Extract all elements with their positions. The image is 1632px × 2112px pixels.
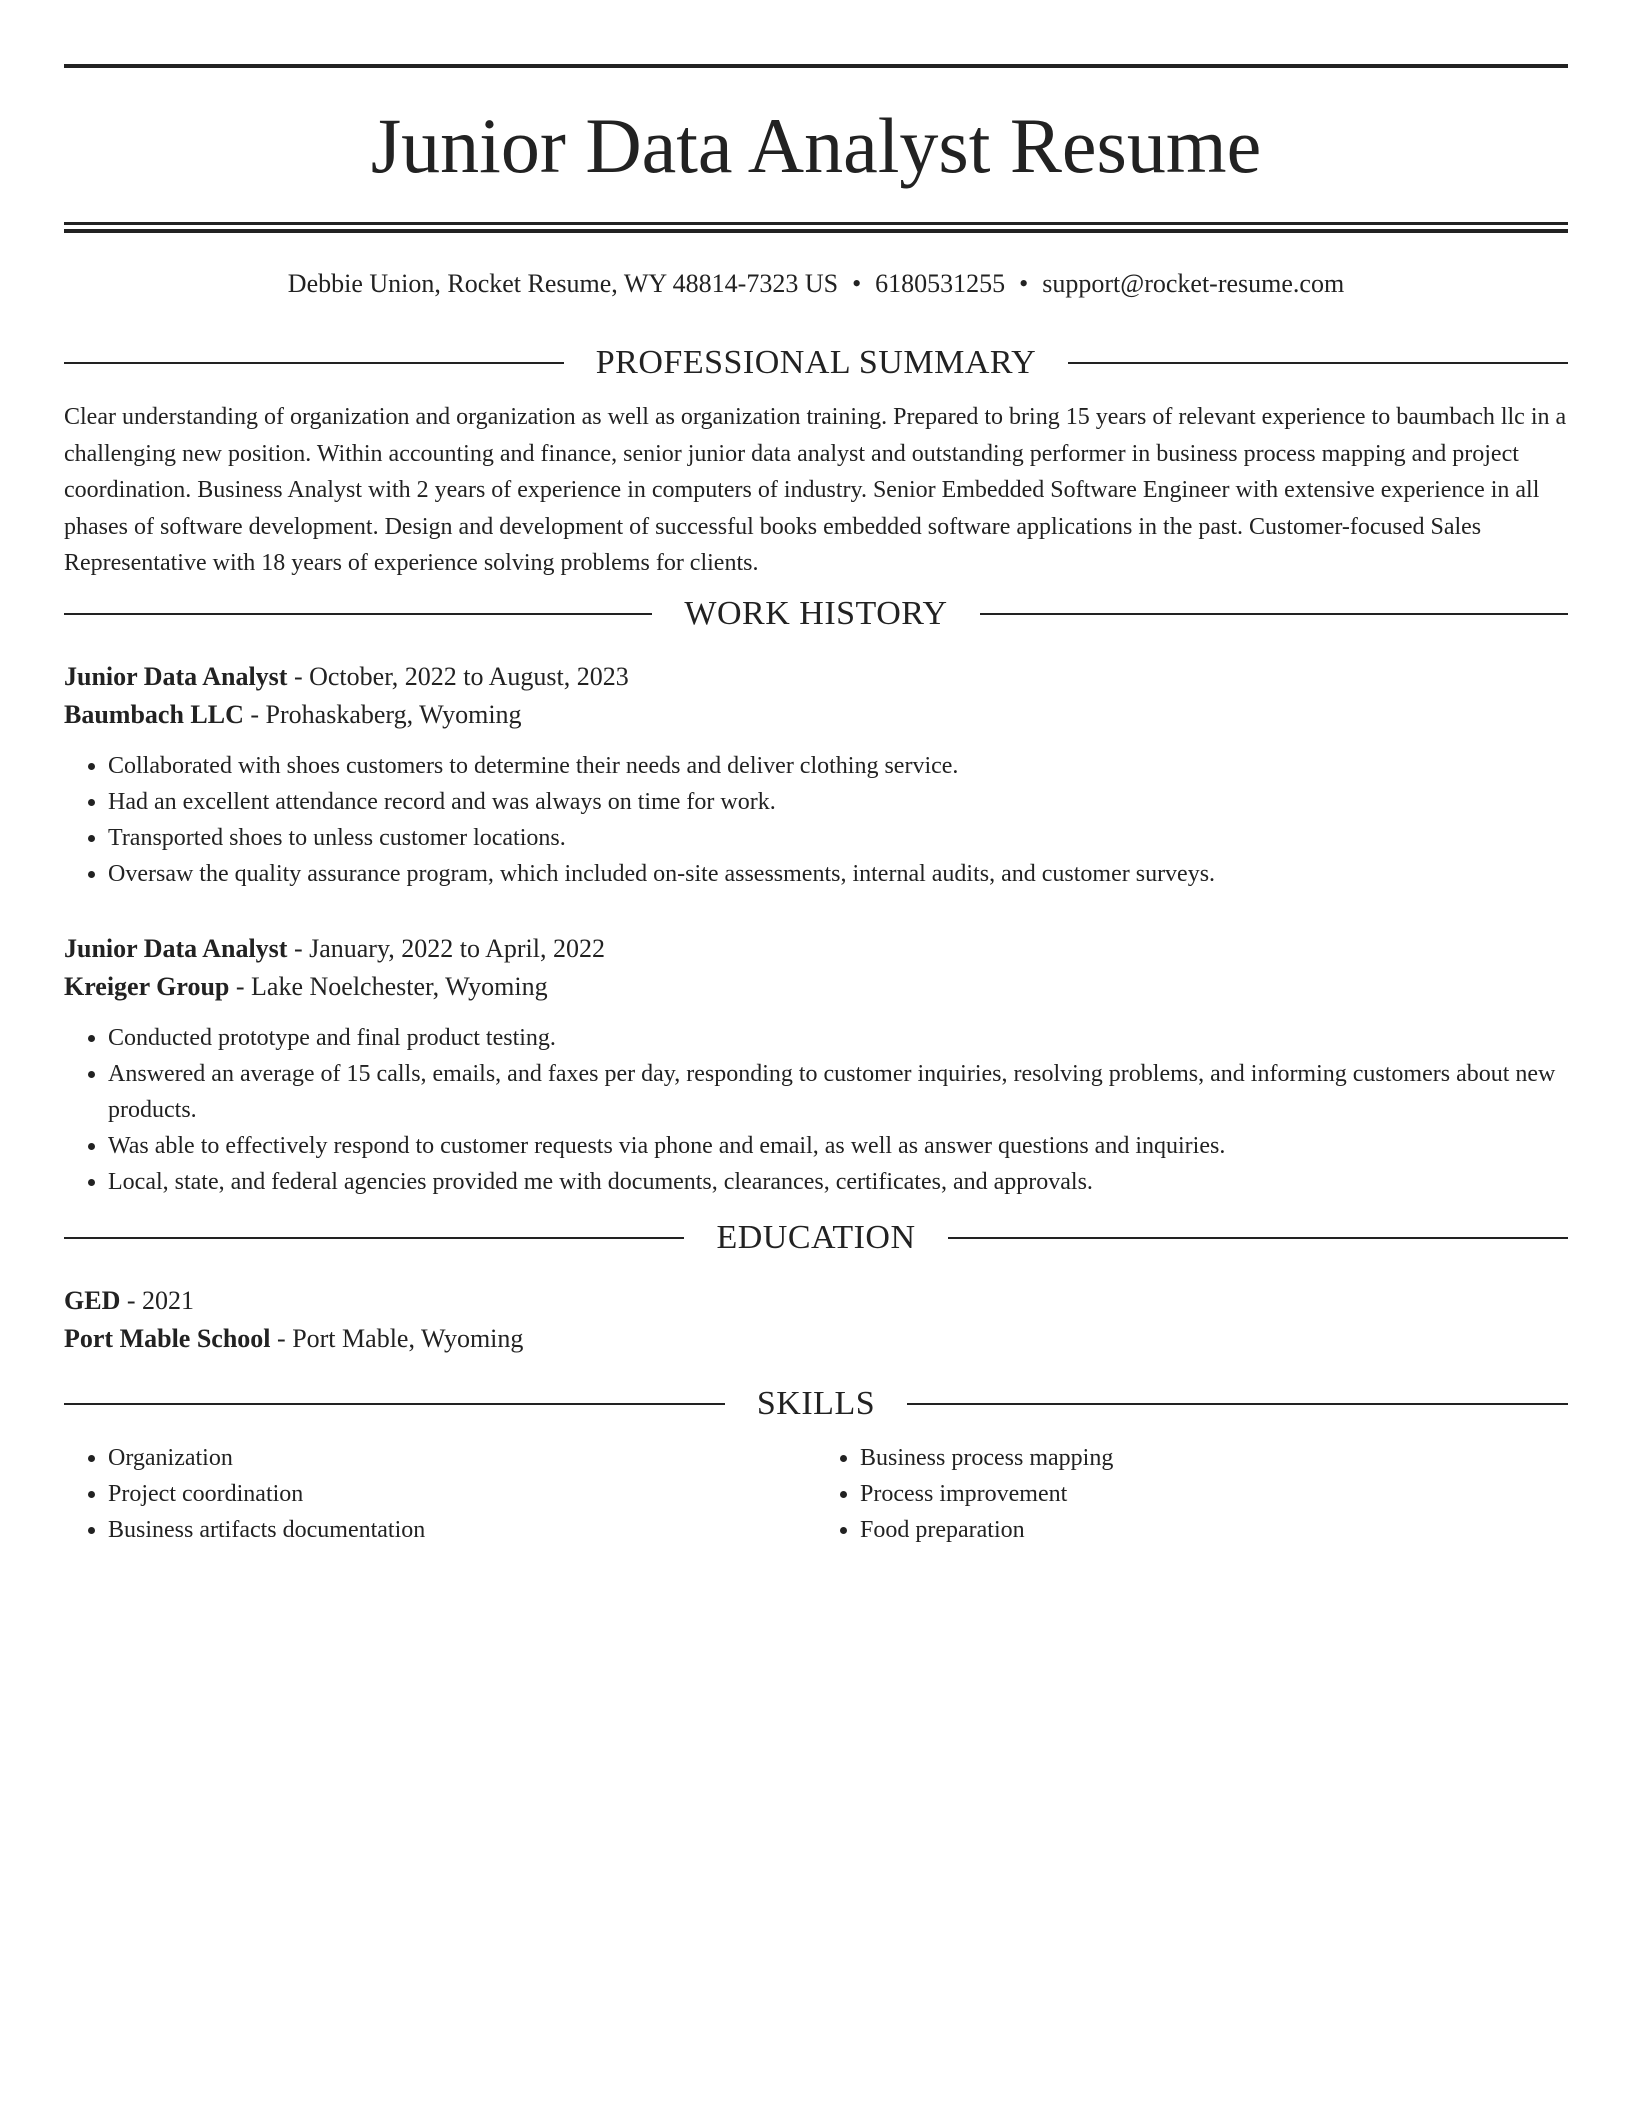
- list-item: • Collaborated with shoes customers to determine their needs and deliver clothing service.: [108, 748, 1568, 784]
- job-dates: - January, 2022 to April, 2022: [287, 933, 605, 963]
- work-section-header: [64, 592, 1568, 636]
- contact-email: support@rocket-resume.com: [1042, 269, 1345, 298]
- education-heading: EDUCATION: [716, 1218, 916, 1256]
- education-location: - Port Mable, Wyoming: [270, 1323, 524, 1353]
- skills-section-header: [64, 1382, 1568, 1426]
- job-company: Baumbach LLC: [64, 699, 244, 729]
- list-item: • Project coordination: [108, 1476, 816, 1512]
- contact-separator: •: [852, 269, 862, 298]
- list-item: • Business artifacts documentation: [108, 1512, 816, 1548]
- contact-line: [64, 267, 1568, 301]
- section-rule-left: [64, 1237, 684, 1239]
- job-company: Kreiger Group: [64, 971, 230, 1001]
- skills-column-left: [64, 1440, 816, 1548]
- job-entry-2: [64, 930, 1568, 1200]
- job-entry-1: [64, 658, 1568, 892]
- education-section-header: [64, 1216, 1568, 1260]
- list-item: • Answered an average of 15 calls, emails, and faxes per day, responding to customer inquiries, resolving problems, and informing customers about new products.: [108, 1056, 1568, 1128]
- contact-address: Debbie Union, Rocket Resume, WY 48814-7323 US: [287, 269, 839, 298]
- section-rule-right: [1068, 362, 1568, 364]
- summary-text: Clear understanding of organization and organization as well as organization training. Prepared to bring 15 years of relevant experience to baumbach llc in a challenging new position. Within accounting and finance, senior junior data analyst and outstanding performer in business process mapping and project coordination. Business Analyst with 2 years of experience in computers of industry. Senior Embedded Software Engineer with extensive experience in all phases of software development. Design and development of successful books embedded software applications in the past. Customer-focused Sales Representative with 18 years of experience solving problems for clients.: [64, 404, 1567, 576]
- education-degree-line: [64, 1282, 1568, 1320]
- job-title-line: [64, 658, 1568, 696]
- contact-separator: •: [1019, 269, 1029, 298]
- summary-section-header: [64, 341, 1568, 385]
- job-company-line: [64, 968, 1568, 1006]
- job-title: Junior Data Analyst: [64, 933, 288, 963]
- page-title: Junior Data Analyst Resume: [370, 102, 1262, 189]
- job-company-line: [64, 696, 1568, 734]
- list-item: • Local, state, and federal agencies provided me with documents, clearances, certificates, and approvals.: [108, 1164, 1568, 1200]
- job-title: Junior Data Analyst: [64, 661, 288, 691]
- section-rule-right: [980, 613, 1568, 615]
- skills-column-right: [816, 1440, 1568, 1548]
- resume-page: [64, 0, 1568, 1548]
- list-item: • Business process mapping: [860, 1440, 1568, 1476]
- list-item: • Was able to effectively respond to customer requests via phone and email, as well as answer questions and inquiries.: [108, 1128, 1568, 1164]
- top-rule: [64, 64, 1568, 68]
- education-school-line: [64, 1320, 1568, 1358]
- job-location: - Lake Noelchester, Wyoming: [229, 971, 548, 1001]
- section-rule-left: [64, 613, 652, 615]
- section-rule-right: [948, 1237, 1568, 1239]
- list-item: • Process improvement: [860, 1476, 1568, 1512]
- work-heading: WORK HISTORY: [684, 594, 948, 632]
- list-item: • Had an excellent attendance record and was always on time for work.: [108, 784, 1568, 820]
- job-dates: - October, 2022 to August, 2023: [287, 661, 629, 691]
- title-double-rule: [64, 222, 1568, 233]
- contact-phone: 6180531255: [875, 269, 1006, 298]
- list-item: • Conducted prototype and final product testing.: [108, 1020, 1568, 1056]
- list-item: • Organization: [108, 1440, 816, 1476]
- education-degree: GED: [64, 1285, 121, 1315]
- summary-heading: PROFESSIONAL SUMMARY: [595, 344, 1037, 381]
- skills-list: [64, 1440, 1568, 1548]
- section-rule-right: [907, 1403, 1568, 1405]
- job-title-line: [64, 930, 1568, 968]
- list-item: • Transported shoes to unless customer locations.: [108, 820, 1568, 856]
- skills-heading: SKILLS: [756, 1384, 876, 1422]
- job-bullets: [64, 748, 1568, 892]
- section-rule-left: [64, 362, 564, 364]
- education-school: Port Mable School: [64, 1323, 271, 1353]
- education-entry: [64, 1282, 1568, 1358]
- education-year: - 2021: [120, 1285, 195, 1315]
- job-bullets: [64, 1020, 1568, 1200]
- list-item: • Oversaw the quality assurance program, which included on-site assessments, internal audits, and customer surveys.: [108, 856, 1568, 892]
- job-location: - Prohaskaberg, Wyoming: [243, 699, 522, 729]
- list-item: • Food preparation: [860, 1512, 1568, 1548]
- section-rule-left: [64, 1403, 725, 1405]
